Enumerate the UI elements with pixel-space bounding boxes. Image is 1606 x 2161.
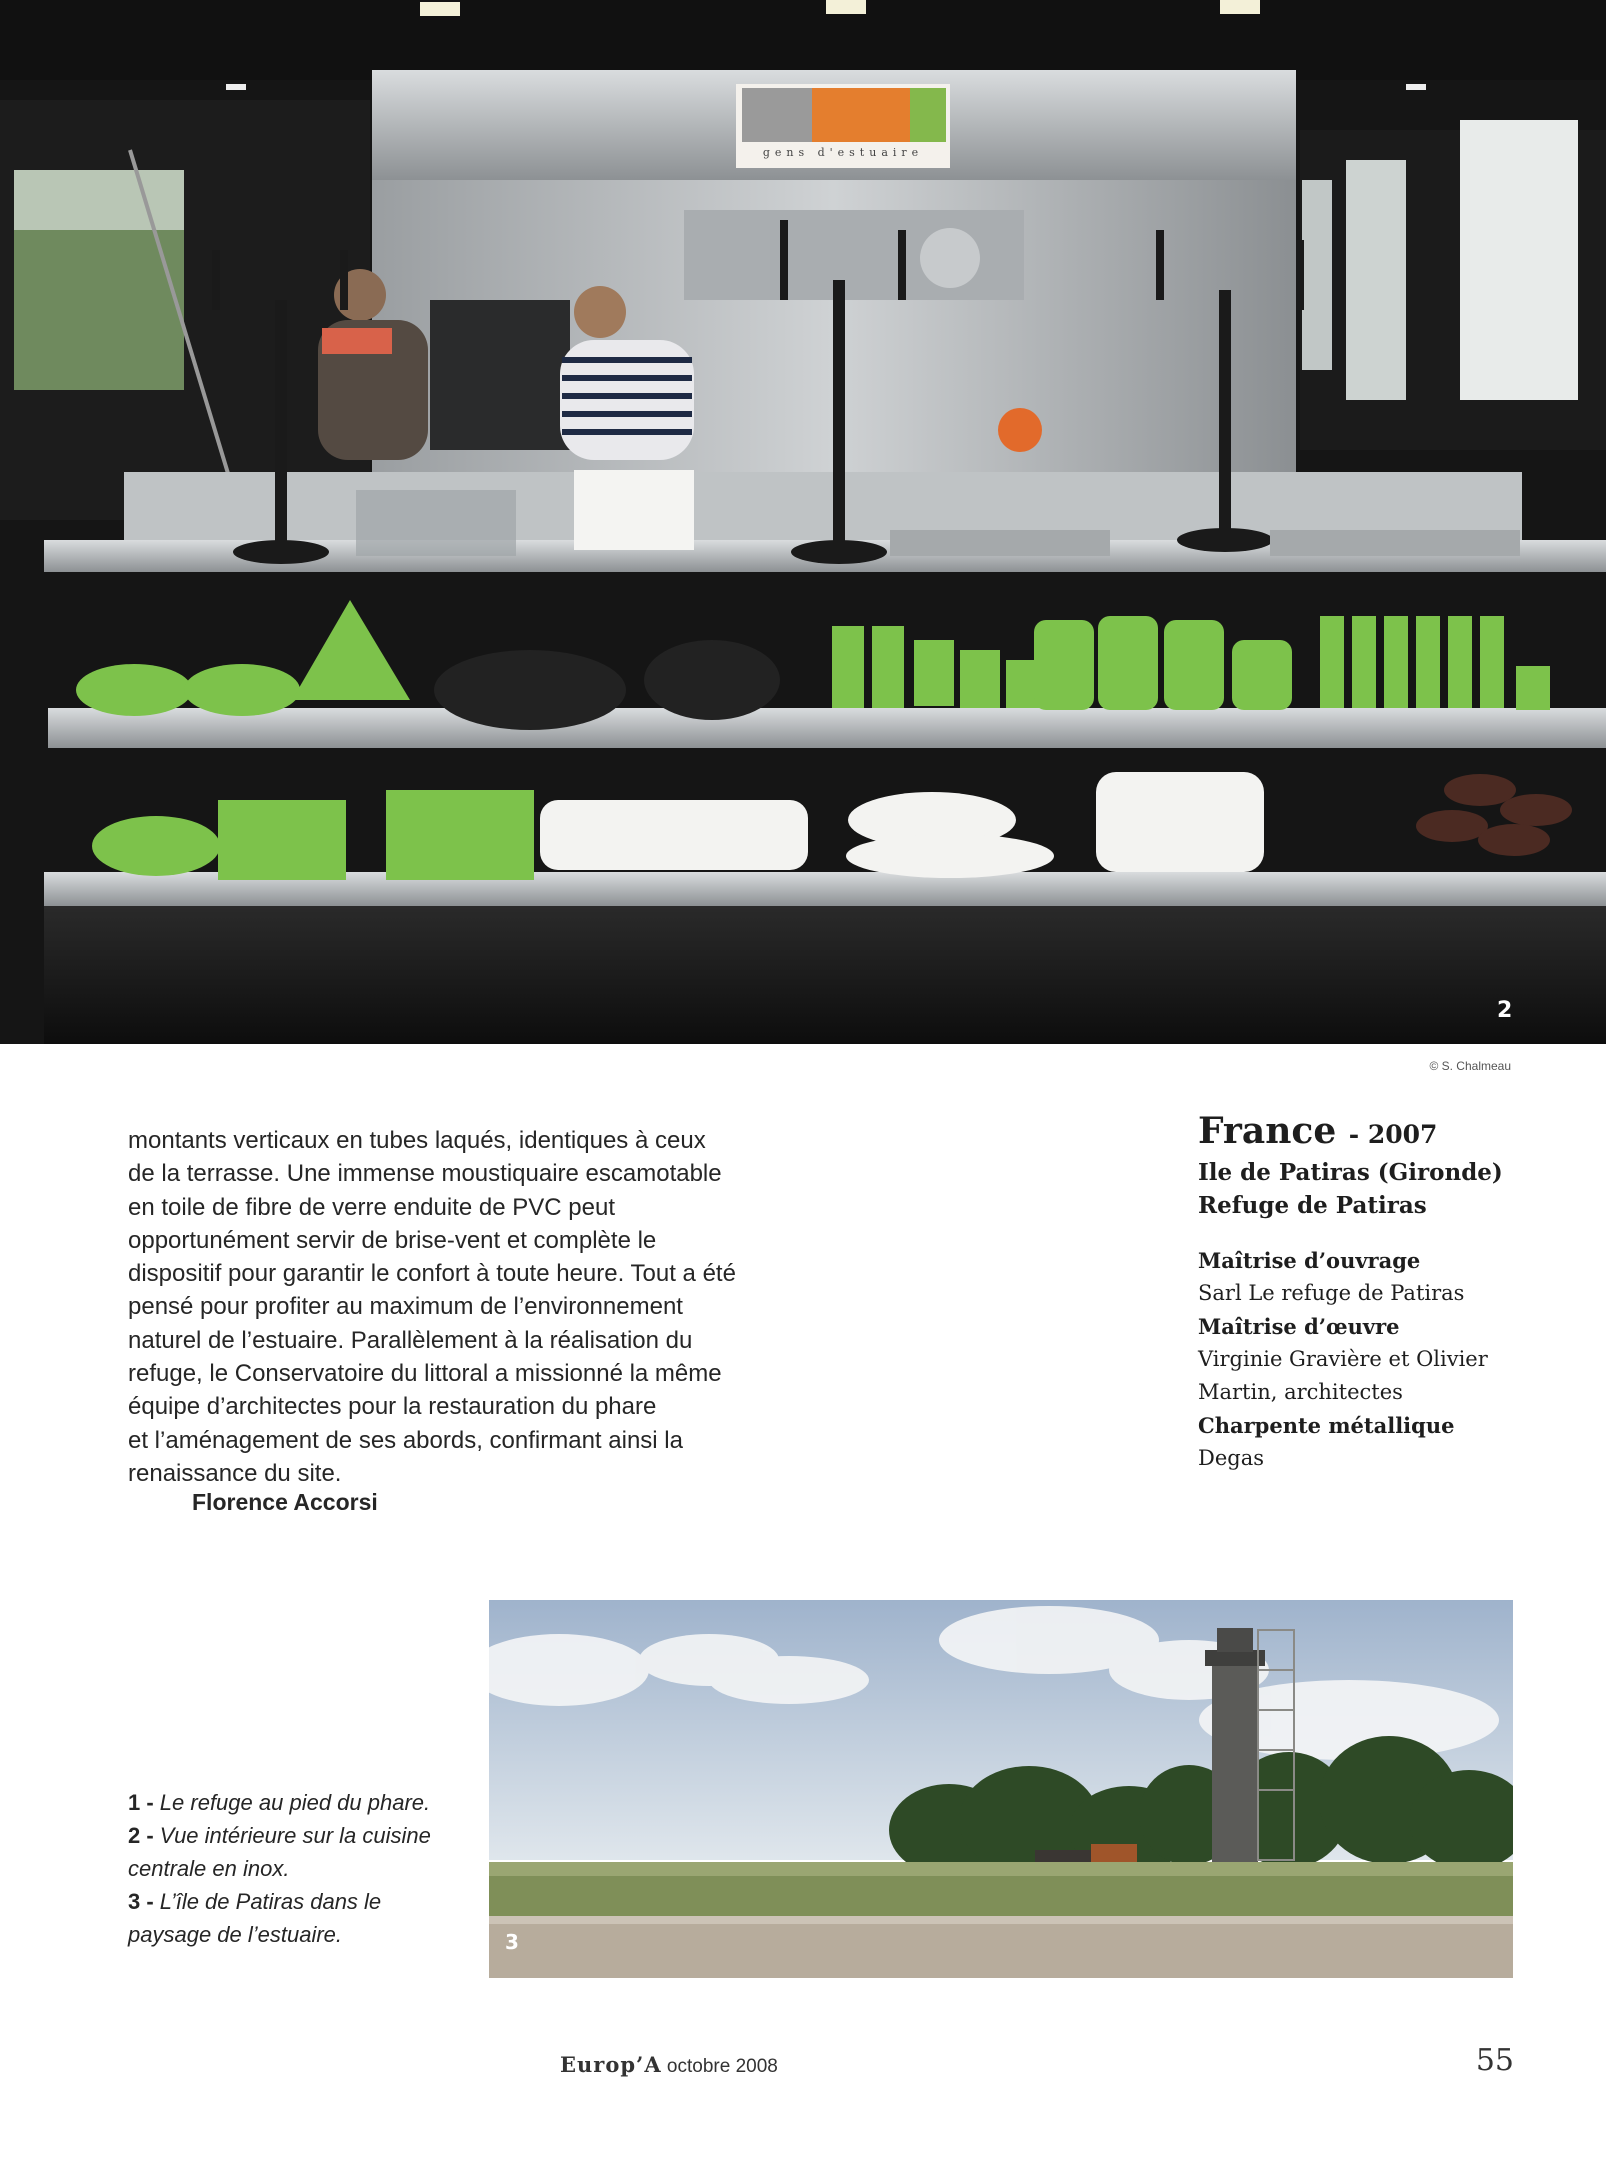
article-body (128, 1124, 808, 1490)
project-info (1198, 1110, 1518, 1475)
credit-value: Sarl Le refuge de Patiras (1198, 1281, 1465, 1305)
magazine-title: Europ’A (560, 2052, 662, 2077)
photo-credit: © S. Chalmeau (1429, 1059, 1511, 1073)
caption-text: Vue intérieure sur la cuisine centrale en inox. (128, 1823, 431, 1881)
article-line: dispositif pour garantir le confort à toute heure. Tout a été (128, 1260, 736, 1288)
caption-number: 2 - (128, 1823, 154, 1848)
credit-role: Charpente métallique (1198, 1413, 1455, 1438)
photo-number: 2 (1497, 998, 1513, 1023)
info-location: Ile de Patiras (Gironde) (1198, 1159, 1503, 1186)
issue-date: octobre 2008 (666, 2056, 778, 2077)
brand-plate: gens d'estuaire (762, 146, 924, 159)
info-year: - 2007 (1348, 1120, 1438, 1149)
credit-role: Maîtrise d’ouvrage (1198, 1248, 1421, 1273)
article-line: opportunément servir de brise-vent et complète le (128, 1226, 657, 1254)
info-country: France (1198, 1110, 1337, 1152)
caption (128, 1885, 448, 1951)
article-line: équipe d’architectes pour la restauration du phare (128, 1393, 657, 1421)
article-line: en toile de fibre de verre enduite de PVC peut (128, 1193, 615, 1221)
article-line: refuge, le Conservatoire du littoral a missionné la même (128, 1360, 722, 1388)
credit-role: Maîtrise d’œuvre (1198, 1314, 1400, 1339)
article-line: pensé pour profiter au maximum de l’environnement (128, 1293, 683, 1321)
caption (128, 1819, 448, 1885)
caption-text: L’île de Patiras dans le paysage de l’estuaire. (128, 1889, 382, 1947)
photo-number: 3 (505, 1930, 519, 1954)
article-line: et l’aménagement de ses abords, confirmant ainsi la (128, 1426, 683, 1454)
article-line: montants verticaux en tubes laqués, identiques à ceux (128, 1127, 706, 1154)
article-line: de la terrasse. Une immense moustiquaire escamotable (128, 1160, 722, 1188)
info-heading (1198, 1110, 1518, 1156)
landscape-photo (489, 1600, 1513, 1978)
page-number: 55 (1475, 2043, 1514, 2078)
page-footer (560, 2052, 778, 2078)
caption (128, 1786, 448, 1819)
article-line: naturel de l’estuaire. Parallèlement à la réalisation du (128, 1326, 693, 1354)
credit-value: Degas (1198, 1446, 1265, 1470)
article-line: renaissance du site. (128, 1459, 342, 1487)
landscape-illustration (489, 1600, 1513, 1978)
caption-number: 3 - (128, 1889, 154, 1914)
credit-value: Virginie Gravière et Olivier Martin, architectes (1198, 1347, 1488, 1404)
kitchen-photo (0, 0, 1606, 1044)
caption-number: 1 - (128, 1790, 154, 1815)
article-author: Florence Accorsi (192, 1489, 378, 1515)
info-credits (1198, 1244, 1518, 1475)
photo-captions (128, 1786, 448, 1951)
info-project: Refuge de Patiras (1198, 1192, 1427, 1219)
caption-text: Le refuge au pied du phare. (153, 1790, 431, 1815)
